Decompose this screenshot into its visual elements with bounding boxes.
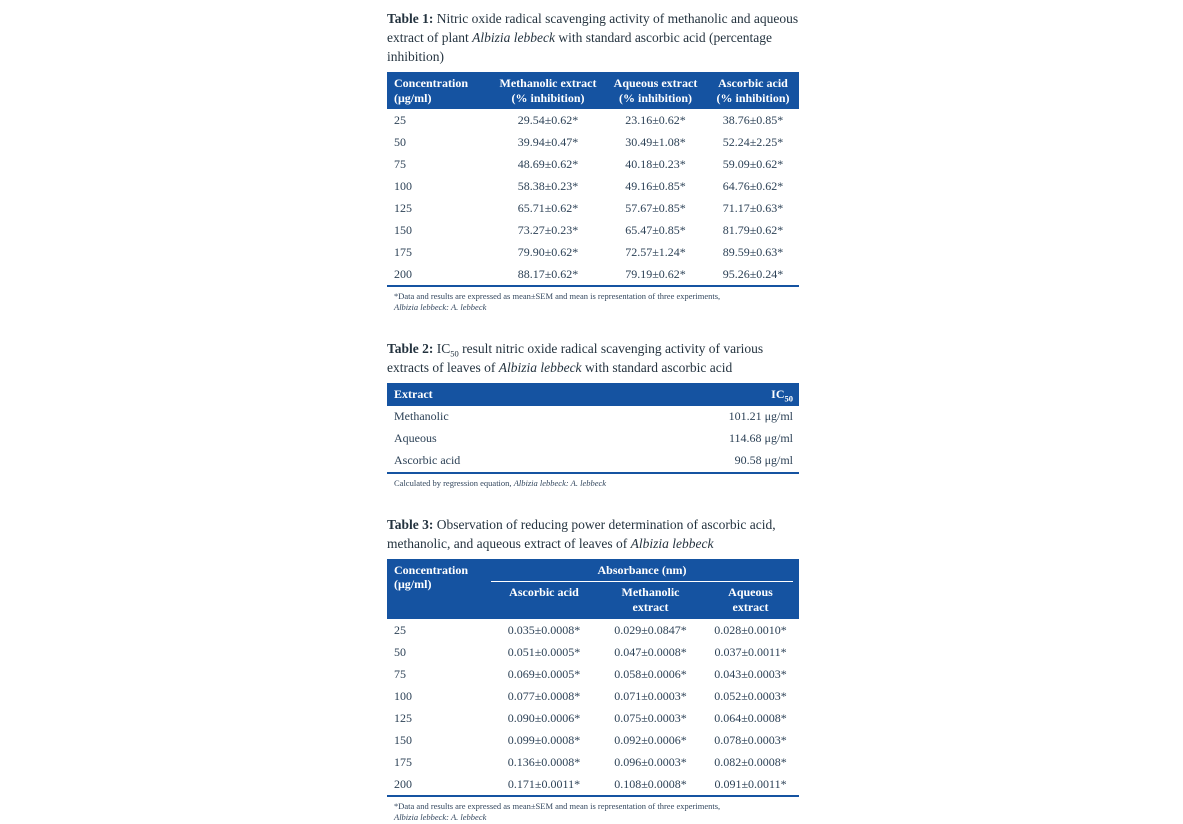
footnote-text: *Data and results are expressed as mean±SEM and mean is representation of three experiments, — [394, 801, 721, 811]
header-line: Concentration — [394, 562, 468, 577]
header-line: Methanolic extract — [499, 76, 597, 90]
table2-header-extract: Extract — [387, 383, 647, 406]
cell-value: 0.090±0.0006* — [507, 710, 581, 725]
cell-value: 0.078±0.0003* — [714, 732, 787, 747]
table1-title-text: Nitric oxide radical scavenging activity of methanolic and aqueous extract of plant — [387, 11, 799, 45]
cell-value: 59.09±0.62* — [722, 156, 784, 171]
table-row — [387, 175, 799, 197]
cell-value: 0.077±0.0008* — [507, 688, 581, 703]
table2-section — [387, 339, 799, 489]
cell-concentration: 50 — [394, 134, 406, 149]
cell-value: 88.17±0.62* — [517, 266, 579, 281]
cell-concentration: 100 — [394, 178, 412, 193]
cell-value: 89.59±0.63* — [722, 244, 784, 259]
table-row — [387, 263, 799, 286]
cell-concentration: 100 — [394, 688, 412, 703]
table-row — [387, 641, 799, 663]
cell-value: 0.071±0.0003* — [614, 688, 687, 703]
cell-value: 0.099±0.0008* — [507, 732, 581, 747]
footnote-species: Albizia lebbeck: A. lebbeck — [394, 302, 487, 312]
cell-value: 0.064±0.0008* — [714, 710, 787, 725]
header-line: (% inhibition) — [618, 90, 693, 105]
cell-value: 0.069±0.0005* — [507, 666, 581, 681]
table3-header — [387, 559, 799, 620]
table2-title-label: Table 2: — [387, 341, 434, 356]
cell-value: 64.76±0.62* — [722, 178, 784, 193]
footnote-species: Albizia lebbeck: A. lebbeck — [394, 812, 487, 822]
cell-extract: Methanolic — [394, 409, 449, 423]
table-row — [387, 406, 799, 428]
cell-value: 0.082±0.0008* — [714, 754, 787, 769]
cell-concentration: 200 — [394, 266, 412, 281]
table2-title-text2: result nitric oxide radical scavenging activity of various extracts of leaves of — [387, 341, 764, 375]
cell-value: 72.57±1.24* — [625, 244, 686, 259]
cell-value: 23.16±0.62* — [625, 112, 686, 127]
table-row — [387, 219, 799, 241]
table1-title-species: Albizia lebbeck — [472, 30, 555, 45]
cell-value: 58.38±0.23* — [517, 178, 579, 193]
cell-value: 0.037±0.0011* — [714, 644, 787, 659]
cell-concentration: 25 — [394, 622, 406, 637]
cell-value: 0.136±0.0008* — [507, 754, 581, 769]
table2-body — [387, 406, 799, 473]
table3-header-aqueous — [702, 582, 799, 619]
cell-value: 49.16±0.85* — [625, 178, 686, 193]
table-row — [387, 751, 799, 773]
table3 — [387, 559, 799, 798]
table1-header-aqueous — [604, 72, 707, 109]
footnote-species: Albizia lebbeck: A. lebbeck — [513, 477, 607, 488]
table2-footnote — [394, 478, 799, 489]
cell-value: 0.029±0.0847* — [614, 622, 687, 637]
table3-header-absorbance-group — [489, 559, 799, 583]
table-row — [387, 241, 799, 263]
cell-concentration: 75 — [394, 156, 406, 171]
cell-value: 0.096±0.0003* — [614, 754, 687, 769]
table2-title — [387, 339, 799, 377]
cell-value: 101.21 μg/ml — [728, 409, 793, 423]
cell-value: 0.035±0.0008* — [507, 622, 581, 637]
table3-header-concentration — [387, 559, 489, 620]
table2-header — [387, 383, 799, 406]
cell-concentration: 150 — [394, 222, 412, 237]
cell-value: 52.24±2.25* — [722, 134, 784, 149]
cell-concentration: 75 — [394, 666, 406, 681]
cell-value: 65.71±0.62* — [517, 200, 579, 215]
table-row — [387, 663, 799, 685]
header-line: Concentration — [394, 76, 468, 90]
table1-footnote — [394, 291, 799, 313]
table-row — [387, 131, 799, 153]
cell-value: 38.76±0.85* — [722, 112, 784, 127]
table-row — [387, 773, 799, 796]
table2-title-text: IC — [433, 341, 451, 356]
cell-value: 0.047±0.0008* — [614, 644, 687, 659]
table3-body — [387, 619, 799, 796]
paper-page — [387, 0, 799, 823]
table1 — [387, 72, 799, 287]
cell-value: 65.47±0.85* — [625, 222, 686, 237]
cell-value: 95.26±0.24* — [722, 266, 784, 281]
cell-value: 0.052±0.0003* — [714, 688, 787, 703]
cell-value: 0.108±0.0008* — [614, 776, 687, 791]
cell-value: 40.18±0.23* — [625, 156, 686, 171]
table2 — [387, 383, 799, 474]
table2-header-ic50 — [647, 383, 799, 406]
cell-value: 0.043±0.0003* — [714, 666, 787, 681]
header-line: (% inhibition) — [511, 90, 585, 105]
table1-title-text2: with standard ascorbic acid (percentage inhibition) — [387, 30, 772, 64]
cell-value: 79.19±0.62* — [625, 266, 686, 281]
cell-value: 0.092±0.0006* — [614, 732, 687, 747]
table-row — [387, 109, 799, 131]
ic50-subscript: 50 — [784, 393, 793, 404]
cell-extract: Aqueous — [394, 431, 437, 445]
table3-header-methanolic — [599, 582, 702, 619]
table-row — [387, 685, 799, 707]
cell-value: 0.058±0.0006* — [614, 666, 687, 681]
cell-value: 81.79±0.62* — [722, 222, 784, 237]
ic50-label: IC — [771, 387, 785, 401]
table1-header — [387, 72, 799, 109]
table3-section — [387, 515, 799, 824]
header-line: Aqueous — [728, 585, 773, 599]
table3-footnote — [394, 801, 799, 823]
header-line: Ascorbic acid — [509, 585, 579, 599]
cell-value: 0.075±0.0003* — [614, 710, 687, 725]
table3-header-ascorbic — [489, 582, 599, 619]
cell-value: 73.27±0.23* — [517, 222, 579, 237]
ic50-subscript: 50 — [450, 348, 459, 359]
cell-value: 0.171±0.0011* — [507, 776, 581, 791]
header-line: Aqueous extract — [613, 76, 698, 90]
table3-title-label: Table 3: — [387, 516, 434, 532]
cell-value: 0.091±0.0011* — [714, 776, 787, 791]
table-row — [387, 707, 799, 729]
table-row — [387, 729, 799, 751]
cell-concentration: 50 — [394, 644, 406, 659]
absorbance-group-label: Absorbance (nm) — [491, 563, 793, 583]
footnote-text: Calculated by regression equation, — [394, 477, 514, 488]
cell-value: 79.90±0.62* — [517, 244, 579, 259]
table-row — [387, 450, 799, 473]
cell-value: 29.54±0.62* — [517, 112, 579, 127]
cell-value: 48.69±0.62* — [517, 156, 579, 171]
header-line: (μg/ml) — [394, 577, 432, 591]
cell-concentration: 175 — [394, 244, 412, 259]
table1-body — [387, 109, 799, 286]
cell-value: 114.68 μg/ml — [729, 431, 793, 445]
cell-concentration: 25 — [394, 112, 406, 127]
table3-title — [387, 515, 799, 553]
cell-value: 71.17±0.63* — [722, 200, 784, 215]
header-line: Methanolic — [621, 585, 680, 599]
cell-concentration: 200 — [394, 776, 412, 791]
cell-concentration: 125 — [394, 200, 412, 215]
cell-value: 0.028±0.0010* — [714, 622, 787, 637]
cell-value: 0.051±0.0005* — [507, 644, 581, 659]
cell-value: 90.58 μg/ml — [734, 453, 793, 467]
table-row — [387, 619, 799, 641]
table1-section — [387, 9, 799, 313]
cell-value: 39.94±0.47* — [517, 134, 579, 149]
cell-concentration: 125 — [394, 710, 412, 725]
header-line: extract — [632, 599, 669, 614]
table1-title — [387, 9, 799, 66]
cell-concentration: 175 — [394, 754, 412, 769]
table-row — [387, 428, 799, 450]
cell-concentration: 150 — [394, 732, 412, 747]
table1-header-methanolic — [492, 72, 604, 109]
header-line: extract — [732, 599, 769, 614]
table-row — [387, 153, 799, 175]
header-line: Ascorbic acid — [718, 76, 788, 90]
header-line: (% inhibition) — [716, 90, 790, 105]
cell-value: 30.49±1.08* — [625, 134, 686, 149]
table-row — [387, 197, 799, 219]
table3-title-species: Albizia lebbeck — [630, 535, 714, 551]
cell-value: 57.67±0.85* — [625, 200, 686, 215]
table2-title-text3: with standard ascorbic acid — [581, 360, 733, 375]
table2-title-species: Albizia lebbeck — [498, 360, 582, 375]
table3-title-text: Observation of reducing power determination of ascorbic acid, methanolic, and aqueous extract of leaves of — [387, 516, 776, 551]
table1-header-concentration — [387, 72, 492, 109]
table1-title-label: Table 1: — [387, 11, 434, 26]
cell-extract: Ascorbic acid — [394, 453, 461, 467]
header-line: (μg/ml) — [394, 90, 432, 105]
table1-header-ascorbic — [707, 72, 799, 109]
footnote-text: *Data and results are expressed as mean±SEM and mean is representation of three experiments, — [394, 291, 721, 301]
